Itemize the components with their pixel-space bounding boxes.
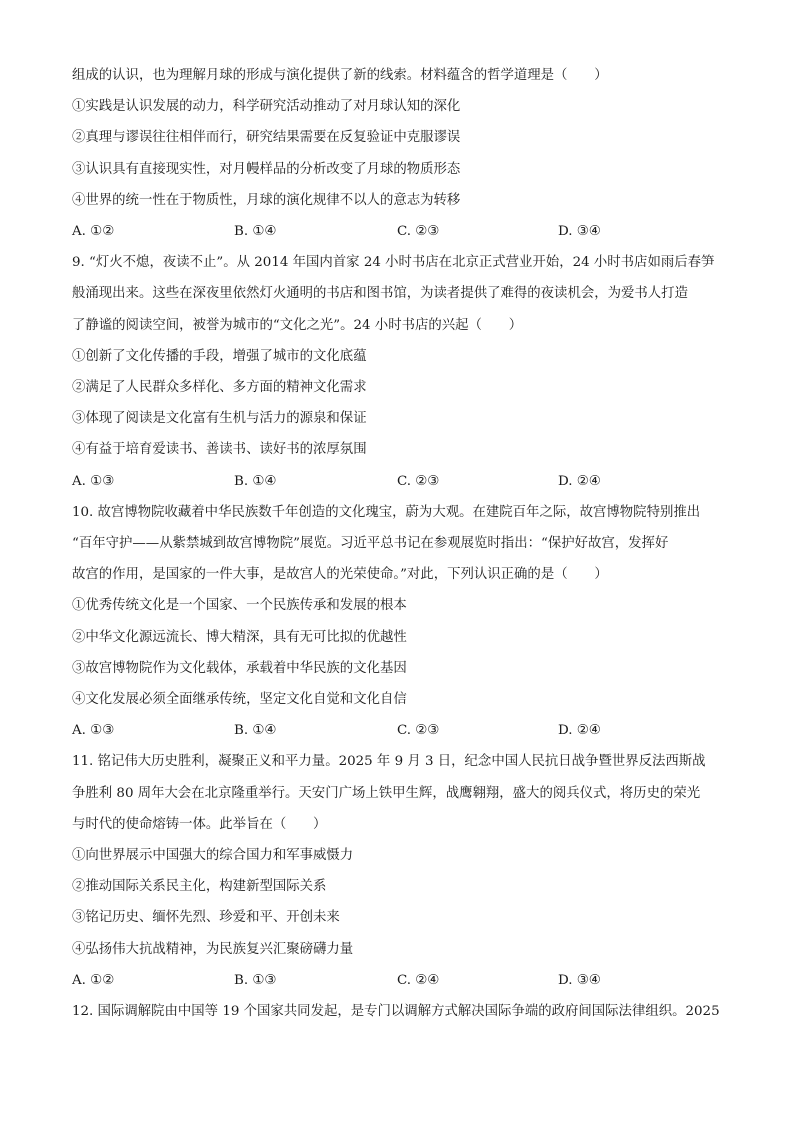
text-line: ③认识具有直接现实性，对月幔样品的分析改变了月球的物质形态 [72, 162, 461, 177]
answer-option: C. ②④ [397, 973, 440, 988]
answer-option: A. ①③ [72, 723, 115, 738]
answer-options-row [72, 970, 732, 992]
answer-option: D. ②④ [558, 723, 601, 738]
answer-option: B. ①④ [234, 723, 277, 738]
text-line: ④弘扬伟大抗战精神，为民族复兴汇聚磅礴力量 [72, 942, 354, 957]
answer-options-row [72, 720, 732, 742]
text-line: 组成的认识，也为理解月球的形成与演化提供了新的线索。材料蕴含的哲学道理是（ ） [72, 68, 608, 83]
answer-options-row [72, 471, 732, 493]
answer-option: B. ①③ [234, 973, 277, 988]
text-line: ②中华文化源远流长、博大精深，具有无可比拟的优越性 [72, 630, 407, 645]
answer-option: C. ②③ [397, 723, 440, 738]
text-line: ①实践是认识发展的动力，科学研究活动推动了对月球认知的深化 [72, 99, 461, 114]
answer-option: D. ③④ [558, 973, 601, 988]
text-line: 9. “灯火不熄，夜读不止”。从 2014 年国内首家 24 小时书店在北京正式营业开始，24 小时书店如雨后春笋 [72, 255, 715, 270]
answer-option: A. ①③ [72, 474, 115, 489]
text-line: 争胜利 80 周年大会在北京隆重举行。天安门广场上铁甲生辉，战鹰翱翔，盛大的阅兵仪式，将历史的荣光 [72, 786, 701, 801]
text-line: ③铭记历史、缅怀先烈、珍爱和平、开创未来 [72, 910, 340, 925]
text-line: ③故宫博物院作为文化载体，承载着中华民族的文化基因 [72, 661, 407, 676]
text-line: 般涌现出来。这些在深夜里依然灯火通明的书店和图书馆，为读者提供了难得的夜读机会，为爱书人打造 [72, 286, 688, 301]
text-line: ②满足了人民群众多样化、多方面的精神文化需求 [72, 380, 367, 395]
answer-option: B. ①④ [234, 474, 277, 489]
text-line: ②真理与谬误往往相伴而行，研究结果需要在反复验证中克服谬误 [72, 130, 461, 145]
answer-option: D. ②④ [558, 474, 601, 489]
text-line: “百年守护——从紫禁城到故宫博物院”展览。习近平总书记在参观展览时指出：“保护好故宫，发挥好 [72, 536, 669, 551]
answer-option: D. ③④ [558, 224, 601, 239]
text-line: ④有益于培育爱读书、善读书、读好书的浓厚氛围 [72, 442, 367, 457]
answer-option: B. ①④ [234, 224, 277, 239]
text-line: 与时代的使命熔铸一体。此举旨在（ ） [72, 817, 327, 832]
answer-option: C. ②③ [397, 224, 440, 239]
answer-option: A. ①② [72, 973, 115, 988]
answer-options-row [72, 221, 732, 243]
text-line: ①创新了文化传播的手段，增强了城市的文化底蕴 [72, 349, 367, 364]
text-line: 了静谧的阅读空间，被誉为城市的“文化之光”。24 小时书店的兴起（ ） [72, 318, 523, 333]
text-line: ②推动国际关系民主化，构建新型国际关系 [72, 879, 327, 894]
answer-option: C. ②③ [397, 474, 440, 489]
text-line: 故宫的作用，是国家的一件大事，是故宫人的光荣使命。”对此，下列认识正确的是（ ） [72, 567, 608, 582]
text-line: ③体现了阅读是文化富有生机与活力的源泉和保证 [72, 411, 367, 426]
answer-option: A. ①② [72, 224, 115, 239]
text-line: 12. 国际调解院由中国等 19 个国家共同发起，是专门以调解方式解决国际争端的政府间国际法律组织。2025 [72, 1004, 720, 1019]
text-line: ④文化发展必须全面继承传统，坚定文化自觉和文化自信 [72, 692, 407, 707]
text-line: ④世界的统一性在于物质性，月球的演化规律不以人的意志为转移 [72, 193, 461, 208]
text-line: 11. 铭记伟大历史胜利，凝聚正义和平力量。2025 年 9 月 3 日，纪念中国人民抗日战争暨世界反法西斯战 [72, 754, 706, 769]
text-line: ①向世界展示中国强大的综合国力和军事威慑力 [72, 848, 354, 863]
text-line: ①优秀传统文化是一个国家、一个民族传承和发展的根本 [72, 598, 407, 613]
text-line: 10. 故宫博物院收藏着中华民族数千年创造的文化瑰宝，蔚为大观。在建院百年之际，故宫博物院特别推出 [72, 505, 701, 520]
